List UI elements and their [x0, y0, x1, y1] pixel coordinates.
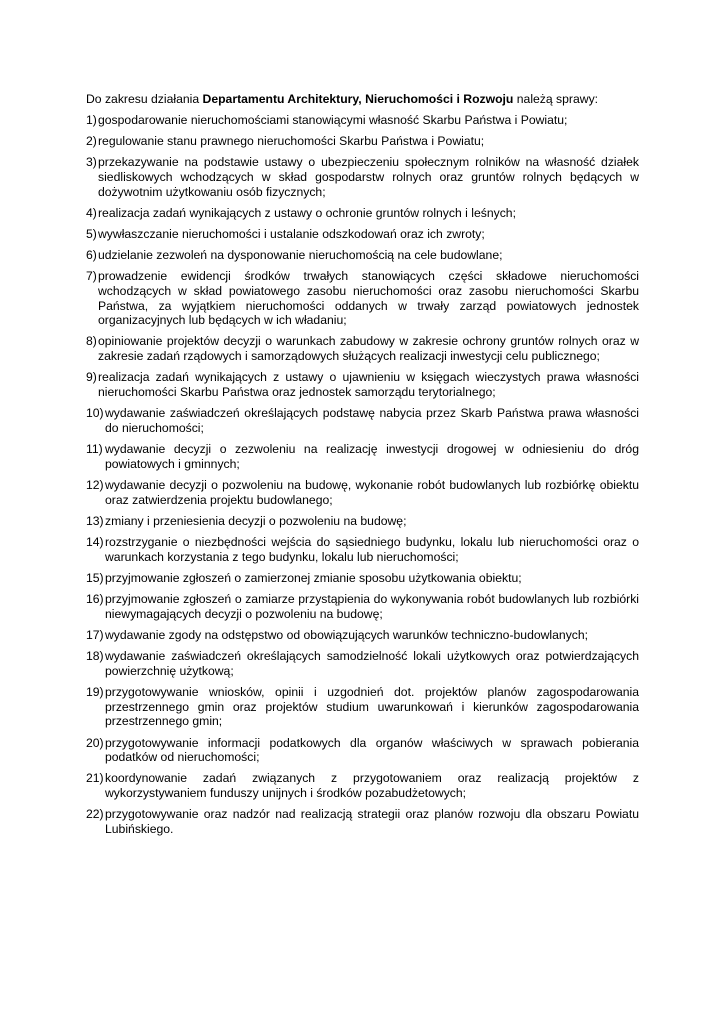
intro-paragraph — [86, 92, 639, 107]
duties-list — [86, 113, 639, 837]
list-item — [86, 736, 639, 766]
item-text: zmiany i przeniesienia decyzji o pozwoleniu na budowę; — [105, 513, 407, 528]
list-item — [86, 113, 639, 128]
item-text: przekazywanie na podstawie ustawy o ubezpieczeniu społecznym rolników na własność działek siedliskowych wchodzących w skład gospodarstw rolnych oraz gruntów rolnych będących w dożywotnim użytkowaniu osób fizycznych; — [98, 154, 639, 199]
item-number: 3) — [86, 154, 97, 169]
item-number: 9) — [86, 370, 97, 385]
item-text: rozstrzyganie o niezbędności wejścia do sąsiedniego budynku, lokalu lub nieruchomości oraz o warunkach korzystania z tego budynku, lokalu lub nieruchomości; — [105, 534, 639, 564]
item-number: 17) — [86, 627, 104, 642]
list-item — [86, 248, 639, 263]
item-number: 1) — [86, 112, 97, 127]
item-number: 21) — [86, 771, 104, 786]
department-name: Departamentu Architektury, Nieruchomości i Rozwoju — [202, 92, 514, 106]
list-item — [86, 807, 639, 837]
item-number: 12) — [86, 478, 104, 492]
list-item — [86, 571, 639, 586]
item-text: wydawanie decyzji o pozwoleniu na budowę, wykonanie robót budowlanych lub rozbiórkę obiektu oraz zatwierdzenia projektu budowlanego; — [105, 478, 639, 507]
list-item — [86, 592, 639, 622]
intro-text-before: Do zakresu działania — [86, 92, 203, 106]
item-text: opiniowanie projektów decyzji o warunkach zabudowy w zakresie ochrony gruntów rolnych oraz w zakresie zadań rządowych i samorządowych służących realizacji inwestycji celu publicznego; — [98, 334, 639, 364]
item-text: realizacja zadań wynikających z ustawy o ujawnieniu w księgach wieczystych prawa własności nieruchomości Skarbu Państwa oraz jednostek samorządu terytorialnego; — [98, 370, 639, 400]
item-text: wydawanie decyzji o zezwoleniu na realizację inwestycji drogowej w odniesieniu do dróg powiatowych i gminnych; — [105, 442, 639, 471]
list-item — [86, 406, 639, 436]
item-number: 6) — [86, 247, 97, 262]
list-item — [86, 227, 639, 242]
item-number: 2) — [86, 133, 97, 148]
item-text: gospodarowanie nieruchomościami stanowiącymi własność Skarbu Państwa i Powiatu; — [98, 112, 568, 127]
item-text: przygotowywanie wniosków, opinii i uzgodnień dot. projektów planów zagospodarowania przestrzennego gmin oraz projektów studium uwarunkowań i kierunków zagospodarowania przestrzennego gmin; — [105, 684, 639, 729]
list-item — [86, 269, 639, 328]
item-number: 14) — [86, 534, 104, 549]
item-text: przyjmowanie zgłoszeń o zamiarze przystąpienia do wykonywania robót budowlanych lub rozbiórki niewymagających decyzji o pozwoleniu na budowę; — [105, 591, 639, 621]
item-number: 13) — [86, 513, 104, 528]
item-number: 18) — [86, 648, 104, 663]
item-number: 20) — [86, 735, 104, 750]
item-text: przygotowywanie oraz nadzór nad realizacją strategii oraz planów rozwoju dla obszaru Powiatu Lubińskiego. — [105, 807, 639, 837]
item-number: 19) — [86, 684, 104, 699]
document-page — [86, 92, 639, 843]
item-number: 10) — [86, 406, 104, 421]
list-item — [86, 535, 639, 565]
item-text: wywłaszczanie nieruchomości i ustalanie odszkodowań oraz ich zwroty; — [98, 226, 485, 241]
item-text: przyjmowanie zgłoszeń o zamierzonej zmianie sposobu użytkowania obiektu; — [105, 570, 522, 585]
item-number: 22) — [86, 807, 104, 822]
list-item — [86, 514, 639, 529]
list-item — [86, 155, 639, 199]
item-number: 11) — [86, 442, 103, 457]
list-item — [86, 478, 639, 508]
item-text: przygotowywanie informacji podatkowych dla organów właściwych w sprawach pobierania podatków od nieruchomości; — [105, 735, 639, 765]
list-item — [86, 442, 639, 472]
list-item — [86, 771, 639, 801]
intro-text-after: należą sprawy: — [513, 92, 599, 106]
item-text: prowadzenie ewidencji środków trwałych stanowiących części składowe nieruchomości wchodzących w skład powiatowego zasobu nieruchomości oraz zasobu nieruchomości Skarbu Państwa, za wyjątkiem nieruchomości oddanych w trwały zarząd powiatowych jednostek organizacyjnych lub będących w ich władaniu; — [98, 268, 639, 328]
list-item — [86, 628, 639, 643]
item-text: wydawanie zaświadczeń określających podstawę nabycia przez Skarb Państwa prawa własności do nieruchomości; — [105, 406, 639, 436]
list-item — [86, 649, 639, 679]
list-item — [86, 134, 639, 149]
item-number: 8) — [86, 334, 97, 349]
list-item — [86, 685, 639, 729]
item-number: 16) — [86, 591, 104, 606]
item-text: wydawanie zaświadczeń określających samodzielność lokali użytkowych oraz potwierdzających powierzchnię użytkową; — [105, 648, 639, 678]
list-item — [86, 206, 639, 221]
item-number: 7) — [86, 268, 97, 283]
item-text: regulowanie stanu prawnego nieruchomości Skarbu Państwa i Powiatu; — [98, 133, 485, 148]
item-text: udzielanie zezwoleń na dysponowanie nieruchomością na cele budowlane; — [98, 247, 503, 262]
item-text: realizacja zadań wynikających z ustawy o ochronie gruntów rolnych i leśnych; — [98, 205, 516, 220]
list-item — [86, 334, 639, 364]
item-number: 4) — [86, 205, 97, 220]
item-text: wydawanie zgody na odstępstwo od obowiązujących warunków techniczno-budowlanych; — [105, 627, 589, 642]
item-text: koordynowanie zadań związanych z przygotowaniem oraz realizacją projektów z wykorzystywaniem funduszy unijnych i środków pozabudżetowych; — [105, 771, 639, 801]
list-item — [86, 370, 639, 400]
item-number: 15) — [86, 570, 104, 585]
item-number: 5) — [86, 226, 97, 241]
